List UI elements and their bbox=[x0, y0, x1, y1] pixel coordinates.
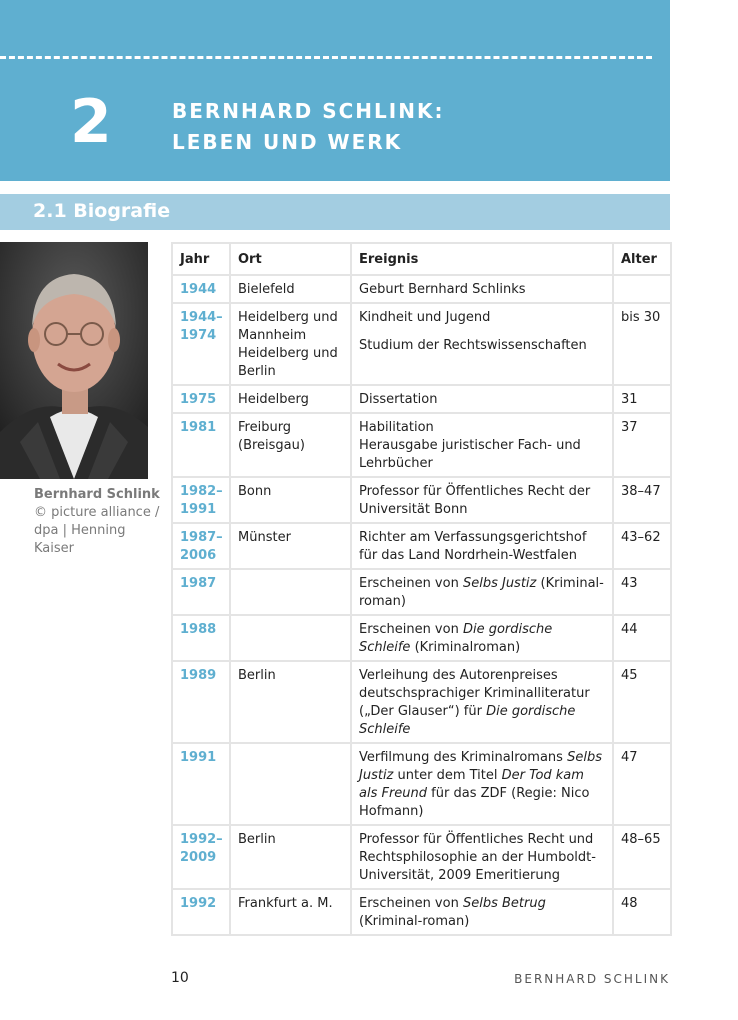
page-number: 10 bbox=[171, 970, 189, 986]
ereignis-line: Habilitation bbox=[359, 420, 434, 435]
cell-jahr: 1944 bbox=[172, 275, 230, 303]
ereignis-text: Verfilmung des Kriminalromans bbox=[359, 750, 568, 765]
header-jahr: Jahr bbox=[172, 243, 230, 275]
chapter-title bbox=[172, 96, 444, 158]
cell-ort: Berlin bbox=[230, 661, 351, 743]
ereignis-text: unter dem Titel bbox=[393, 768, 502, 783]
cell-jahr: 1987 bbox=[172, 569, 230, 615]
cell-alter: bis 30 bbox=[613, 303, 671, 385]
table-row bbox=[172, 825, 671, 889]
table-row bbox=[172, 661, 671, 743]
cell-ereignis bbox=[351, 615, 613, 661]
table-row bbox=[172, 275, 671, 303]
photo-caption bbox=[34, 486, 164, 558]
work-title: Die gordische Schleife bbox=[359, 622, 553, 655]
cell-alter: 31 bbox=[613, 385, 671, 413]
ereignis-line: Kindheit und Jugend bbox=[359, 310, 491, 325]
cell-jahr: 1989 bbox=[172, 661, 230, 743]
table-header-row bbox=[172, 243, 671, 275]
cell-ereignis: Geburt Bernhard Schlinks bbox=[351, 275, 613, 303]
cell-ort bbox=[230, 615, 351, 661]
biography-table bbox=[171, 242, 672, 936]
cell-ereignis: Professor für Öffentliches Recht der Universität Bonn bbox=[351, 477, 613, 523]
header-alter: Alter bbox=[613, 243, 671, 275]
cell-ort: Bielefeld bbox=[230, 275, 351, 303]
ereignis-line: Studium der Rechtswissenschaften bbox=[359, 338, 587, 353]
cell-jahr: 1987–2006 bbox=[172, 523, 230, 569]
cell-jahr: 1992 bbox=[172, 889, 230, 935]
cell-ereignis: Dissertation bbox=[351, 385, 613, 413]
ereignis-text: für das ZDF (Regie: Nico Hofmann) bbox=[359, 786, 590, 819]
cell-jahr: 1982–1991 bbox=[172, 477, 230, 523]
cell-ereignis: Richter am Verfassungsgerichtshof für das Land Nordrhein-Westfalen bbox=[351, 523, 613, 569]
table-row bbox=[172, 743, 671, 825]
section-title: 2.1 Biografie bbox=[33, 200, 171, 222]
cell-jahr: 1975 bbox=[172, 385, 230, 413]
ereignis-text: Erscheinen von bbox=[359, 576, 463, 591]
cell-ereignis bbox=[351, 661, 613, 743]
table-row bbox=[172, 413, 671, 477]
cell-ort: Bonn bbox=[230, 477, 351, 523]
work-title: Selbs Betrug bbox=[462, 896, 546, 911]
table-row bbox=[172, 523, 671, 569]
table-row bbox=[172, 889, 671, 935]
cell-ort bbox=[230, 303, 351, 385]
header-ereignis: Ereignis bbox=[351, 243, 613, 275]
cell-ort: Frankfurt a. M. bbox=[230, 889, 351, 935]
caption-name: Bernhard Schlink bbox=[34, 487, 160, 502]
cell-ort bbox=[230, 743, 351, 825]
cell-ort bbox=[230, 569, 351, 615]
table-row bbox=[172, 477, 671, 523]
cell-alter: 44 bbox=[613, 615, 671, 661]
cell-ereignis bbox=[351, 413, 613, 477]
cell-alter: 37 bbox=[613, 413, 671, 477]
chapter-title-line1: BERNHARD SCHLINK: bbox=[172, 99, 445, 123]
cell-jahr: 1991 bbox=[172, 743, 230, 825]
ereignis-text: Erscheinen von bbox=[359, 896, 463, 911]
work-title: Der Tod kam als Freund bbox=[359, 768, 584, 801]
table-row bbox=[172, 385, 671, 413]
cell-alter: 43 bbox=[613, 569, 671, 615]
chapter-number: 2 bbox=[70, 87, 112, 157]
cell-ereignis bbox=[351, 889, 613, 935]
cell-alter: 47 bbox=[613, 743, 671, 825]
table-row bbox=[172, 569, 671, 615]
cell-alter bbox=[613, 275, 671, 303]
cell-alter: 45 bbox=[613, 661, 671, 743]
header-ort: Ort bbox=[230, 243, 351, 275]
cell-ereignis bbox=[351, 569, 613, 615]
work-title: Selbs Justiz bbox=[359, 750, 602, 783]
cell-alter: 48 bbox=[613, 889, 671, 935]
ereignis-text: (Kriminalroman) bbox=[410, 640, 521, 655]
portrait-image bbox=[0, 242, 148, 479]
cell-alter: 38–47 bbox=[613, 477, 671, 523]
cell-alter: 48–65 bbox=[613, 825, 671, 889]
work-title: Selbs Justiz bbox=[462, 576, 537, 591]
caption-credit: © picture alliance / dpa | Henning Kaiser bbox=[34, 505, 160, 556]
cell-ort: Freiburg (Breisgau) bbox=[230, 413, 351, 477]
table-row bbox=[172, 615, 671, 661]
running-head: BERNHARD SCHLINK bbox=[514, 972, 670, 986]
chapter-title-line2: LEBEN UND WERK bbox=[172, 130, 403, 154]
ort-line: Heidelberg und Mannheim bbox=[238, 310, 338, 343]
ereignis-text: Verleihung des Autorenpreises deutschsprachiger Kriminalliteratur („Der Glauser“) für bbox=[359, 668, 590, 719]
table-row bbox=[172, 303, 671, 385]
ereignis-text: Erscheinen von bbox=[359, 622, 463, 637]
cell-ort: Münster bbox=[230, 523, 351, 569]
cell-jahr: 1988 bbox=[172, 615, 230, 661]
cell-jahr: 1981 bbox=[172, 413, 230, 477]
ereignis-text: (Kriminal-roman) bbox=[359, 914, 470, 929]
ort-line: Heidelberg und Berlin bbox=[238, 346, 338, 379]
dashed-divider bbox=[0, 56, 652, 59]
cell-ort: Berlin bbox=[230, 825, 351, 889]
cell-alter: 43–62 bbox=[613, 523, 671, 569]
cell-ort: Heidelberg bbox=[230, 385, 351, 413]
author-photo bbox=[0, 242, 148, 479]
cell-ereignis bbox=[351, 743, 613, 825]
cell-ereignis: Professor für Öffentliches Recht und Rechtsphilosophie an der Humboldt-Universität, 2009 Emeritierung bbox=[351, 825, 613, 889]
cell-ereignis bbox=[351, 303, 613, 385]
work-title: Die gordische Schleife bbox=[359, 704, 576, 737]
cell-jahr: 1992–2009 bbox=[172, 825, 230, 889]
cell-jahr: 1944–1974 bbox=[172, 303, 230, 385]
ereignis-text: (Kriminal-roman) bbox=[359, 576, 604, 609]
ereignis-line: Herausgabe juristischer Fach- und Lehrbücher bbox=[359, 438, 581, 471]
